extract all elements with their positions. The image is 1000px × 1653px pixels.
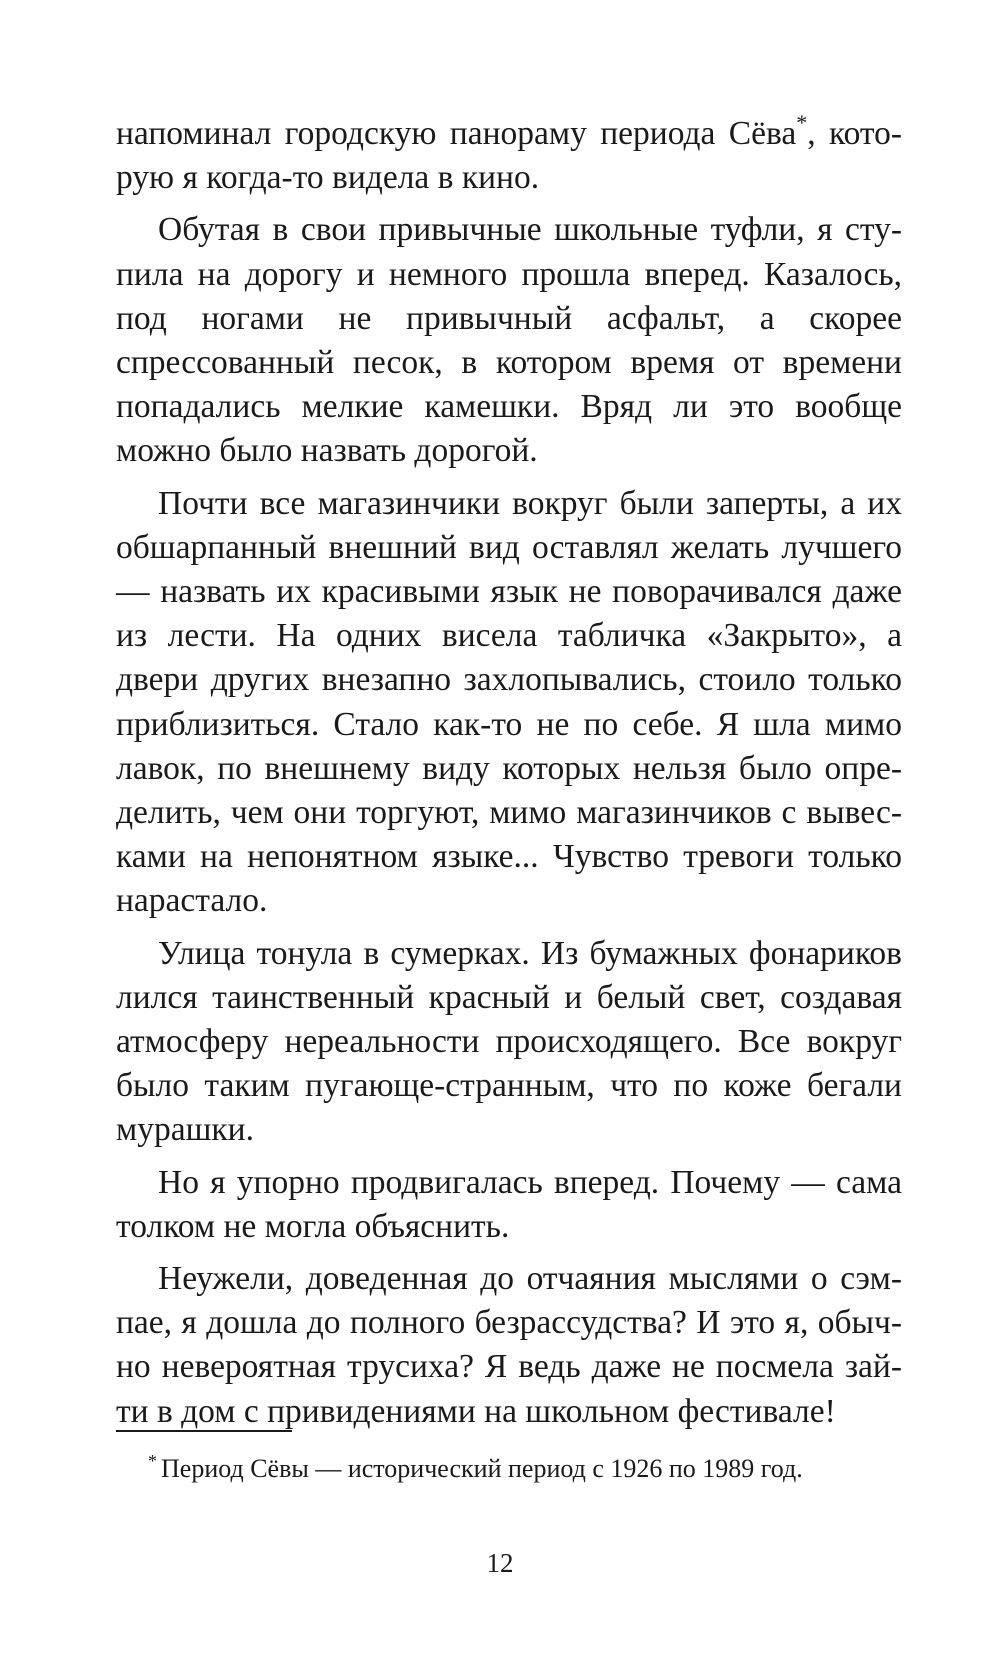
footnote-marker: *: [796, 110, 808, 135]
page-number: 12: [486, 1548, 514, 1578]
paragraph-1: [116, 112, 902, 200]
paragraph-5: Но я упорно продвигалась вперед. Почему — сама толком не могла объяснить.: [116, 1163, 902, 1245]
footnote-divider: [116, 1430, 292, 1432]
paragraph-6: Неужели, доведенная до отчаяния мыслями о сэмпае, я дошла до полного безрассудства? И это я, обычно невероятная трусиха? Я ведь даже не посмела зайти в дом с привидениями на школьном фестивале!: [116, 1260, 902, 1430]
body-text: [116, 112, 902, 1434]
paragraph-2: Обутая в свои привычные школьные туфли, я ступила на дорогу и немного прошла вперед. Казалось, под ногами не привычный асфальт, а скорее спрессованный песок, в котором время от времени попадались мелкие камешки. Вряд ли это вообще можно было назвать дорогой.: [116, 211, 902, 470]
footnote-star: *: [148, 1451, 157, 1471]
paragraph-4: Улица тонула в сумерках. Из бумажных фонариков лился таинственный красный и белый свет, создавая атмосферу нереальности происходящего. Все вокруг было таким пугающе-странным, что по коже бегали мурашки.: [116, 934, 902, 1149]
footnote-text: Период Сёвы — исторический период с 1926 по 1989 год.: [161, 1454, 803, 1483]
footnote: [148, 1452, 908, 1486]
paragraph-1-text-end: , которую я когда-то видела в кино.: [116, 115, 902, 197]
paragraph-3: Почти все магазинчики вокруг были заперты, а их обшарпанный внешний вид оставлял желать лучшего — назвать их красивыми язык не поворачивался даже из лести. На одних висела табличка «Закрыто», а двери других внезапно захлопывались, стоило только приблизиться. Стало как-то не по себе. Я шла мимо лавок, по внешнему виду которых нельзя было определить, чем они торгуют, мимо магазинчиков с вывесками на непонятном языке... Чувство тревоги только нарастало.: [116, 484, 902, 920]
paragraph-1-text-start: напоминал городскую панораму периода Сёва: [116, 115, 797, 152]
